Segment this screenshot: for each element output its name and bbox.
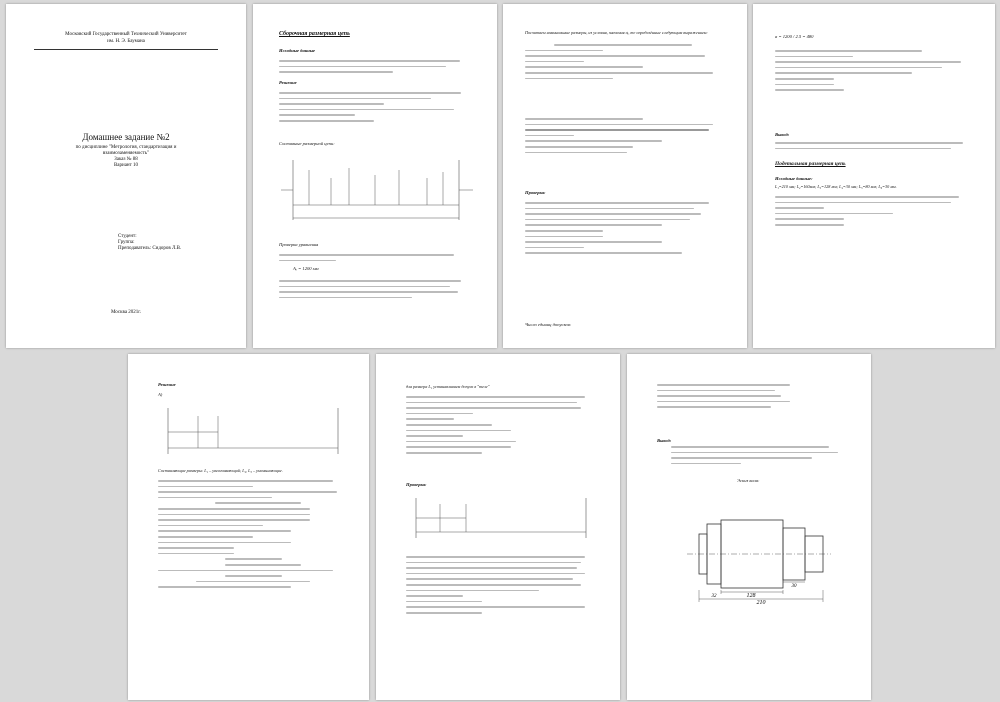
assembly-chain-diagram — [279, 150, 475, 236]
variant-number: Вариант 10 — [113, 163, 139, 168]
closing-link-result: Аₑ = 1200 мм — [293, 266, 319, 271]
calc-block-2 — [525, 114, 721, 157]
dim-30: 30 — [791, 584, 797, 589]
output-text — [671, 442, 847, 468]
shaft-sketch — [677, 494, 837, 604]
discipline: по дисциплине "Метрология, стандартизация и — [75, 145, 177, 150]
student-label: Студент: — [118, 234, 137, 239]
page-title — [6, 4, 246, 348]
detail-initial-heading: Исходные данные: — [775, 176, 813, 181]
initial-data-text — [279, 56, 469, 77]
nominal-check-text — [279, 250, 469, 265]
scheme-label: Составные размерной цепи: — [279, 141, 335, 146]
part-a-label: А) — [158, 392, 163, 397]
page-assembly-chain — [253, 4, 497, 348]
solution-heading: Решение — [279, 80, 297, 85]
page-calculations — [503, 4, 747, 348]
a-formula: a = 1200 / 2.5 = 480 — [775, 34, 814, 39]
solution-heading: Решение — [158, 382, 176, 387]
part-a-note: Составляющие размеры: L₁ – увеличивающий; L₂, L₃ – уменьшающие. — [158, 468, 283, 473]
section-heading: Сборочная размерная цепь — [279, 31, 350, 37]
check-label: Проверка: — [406, 482, 427, 487]
city-year: Москва 2021г. — [110, 310, 142, 315]
detail-text-1 — [775, 46, 971, 95]
check-label: Проверка: — [525, 190, 546, 195]
named-after: им. Н. Э. Баумана — [107, 39, 145, 44]
nominal-check-label: Проверка уравнения — [279, 242, 319, 247]
document-title: Домашнее задание №2 — [82, 132, 170, 142]
solution-b-text-2 — [406, 552, 596, 618]
page-detail-chain — [753, 4, 995, 348]
chain-diagram-a — [158, 404, 348, 464]
initial-data-heading: Исходные данные — [279, 48, 316, 53]
dim-128: 128 — [746, 593, 756, 599]
calc-block-3 — [525, 198, 721, 258]
closing-text — [279, 276, 469, 302]
output-text — [775, 138, 971, 153]
detail-text-2 — [775, 192, 971, 230]
output-label: Вывод: — [657, 438, 672, 443]
result-label: Число единиц допусков: — [525, 322, 572, 327]
discipline-cont: взаимозаменяемость" — [102, 151, 150, 156]
final-calc-text — [657, 380, 847, 412]
tolerance-intro: для размера L₁ устанавливаем допуск в "теле" — [406, 384, 490, 389]
page-shaft-sketch — [627, 354, 871, 700]
dim-32: 32 — [711, 594, 717, 599]
solution-text — [279, 88, 469, 126]
university-name: Московский Государственный Технический Университет — [65, 32, 187, 37]
output-label: Вывод: — [775, 132, 790, 137]
page-solution-b — [376, 354, 620, 700]
solution-b-text-1 — [406, 392, 596, 458]
solution-a-text — [158, 476, 348, 592]
title-rule — [34, 49, 218, 50]
sketch-title: Эскиз вала: — [737, 478, 760, 483]
dim-210: 210 — [756, 600, 766, 604]
group-label: Группа: — [118, 240, 135, 245]
task-number: Заказ № 88 — [114, 157, 138, 162]
page-solution-a — [128, 354, 369, 700]
detail-data-line: L₁=210 мм; L₂=160мм; L₃=128 мм; L₄=30 мм; L₅=80 мм; L₆=30 мм. — [775, 184, 897, 189]
calc-block-1 — [525, 40, 721, 83]
intro-text: Посчитаем номинальные размеры, из условия, значения σᵢ, те определённые следующим выражением: — [525, 30, 708, 35]
detail-heading: Подетальная размерная цепь — [775, 161, 846, 167]
teacher-label: Преподаватель: Сидоров Л.В. — [118, 246, 182, 251]
chain-diagram-b — [406, 494, 596, 546]
